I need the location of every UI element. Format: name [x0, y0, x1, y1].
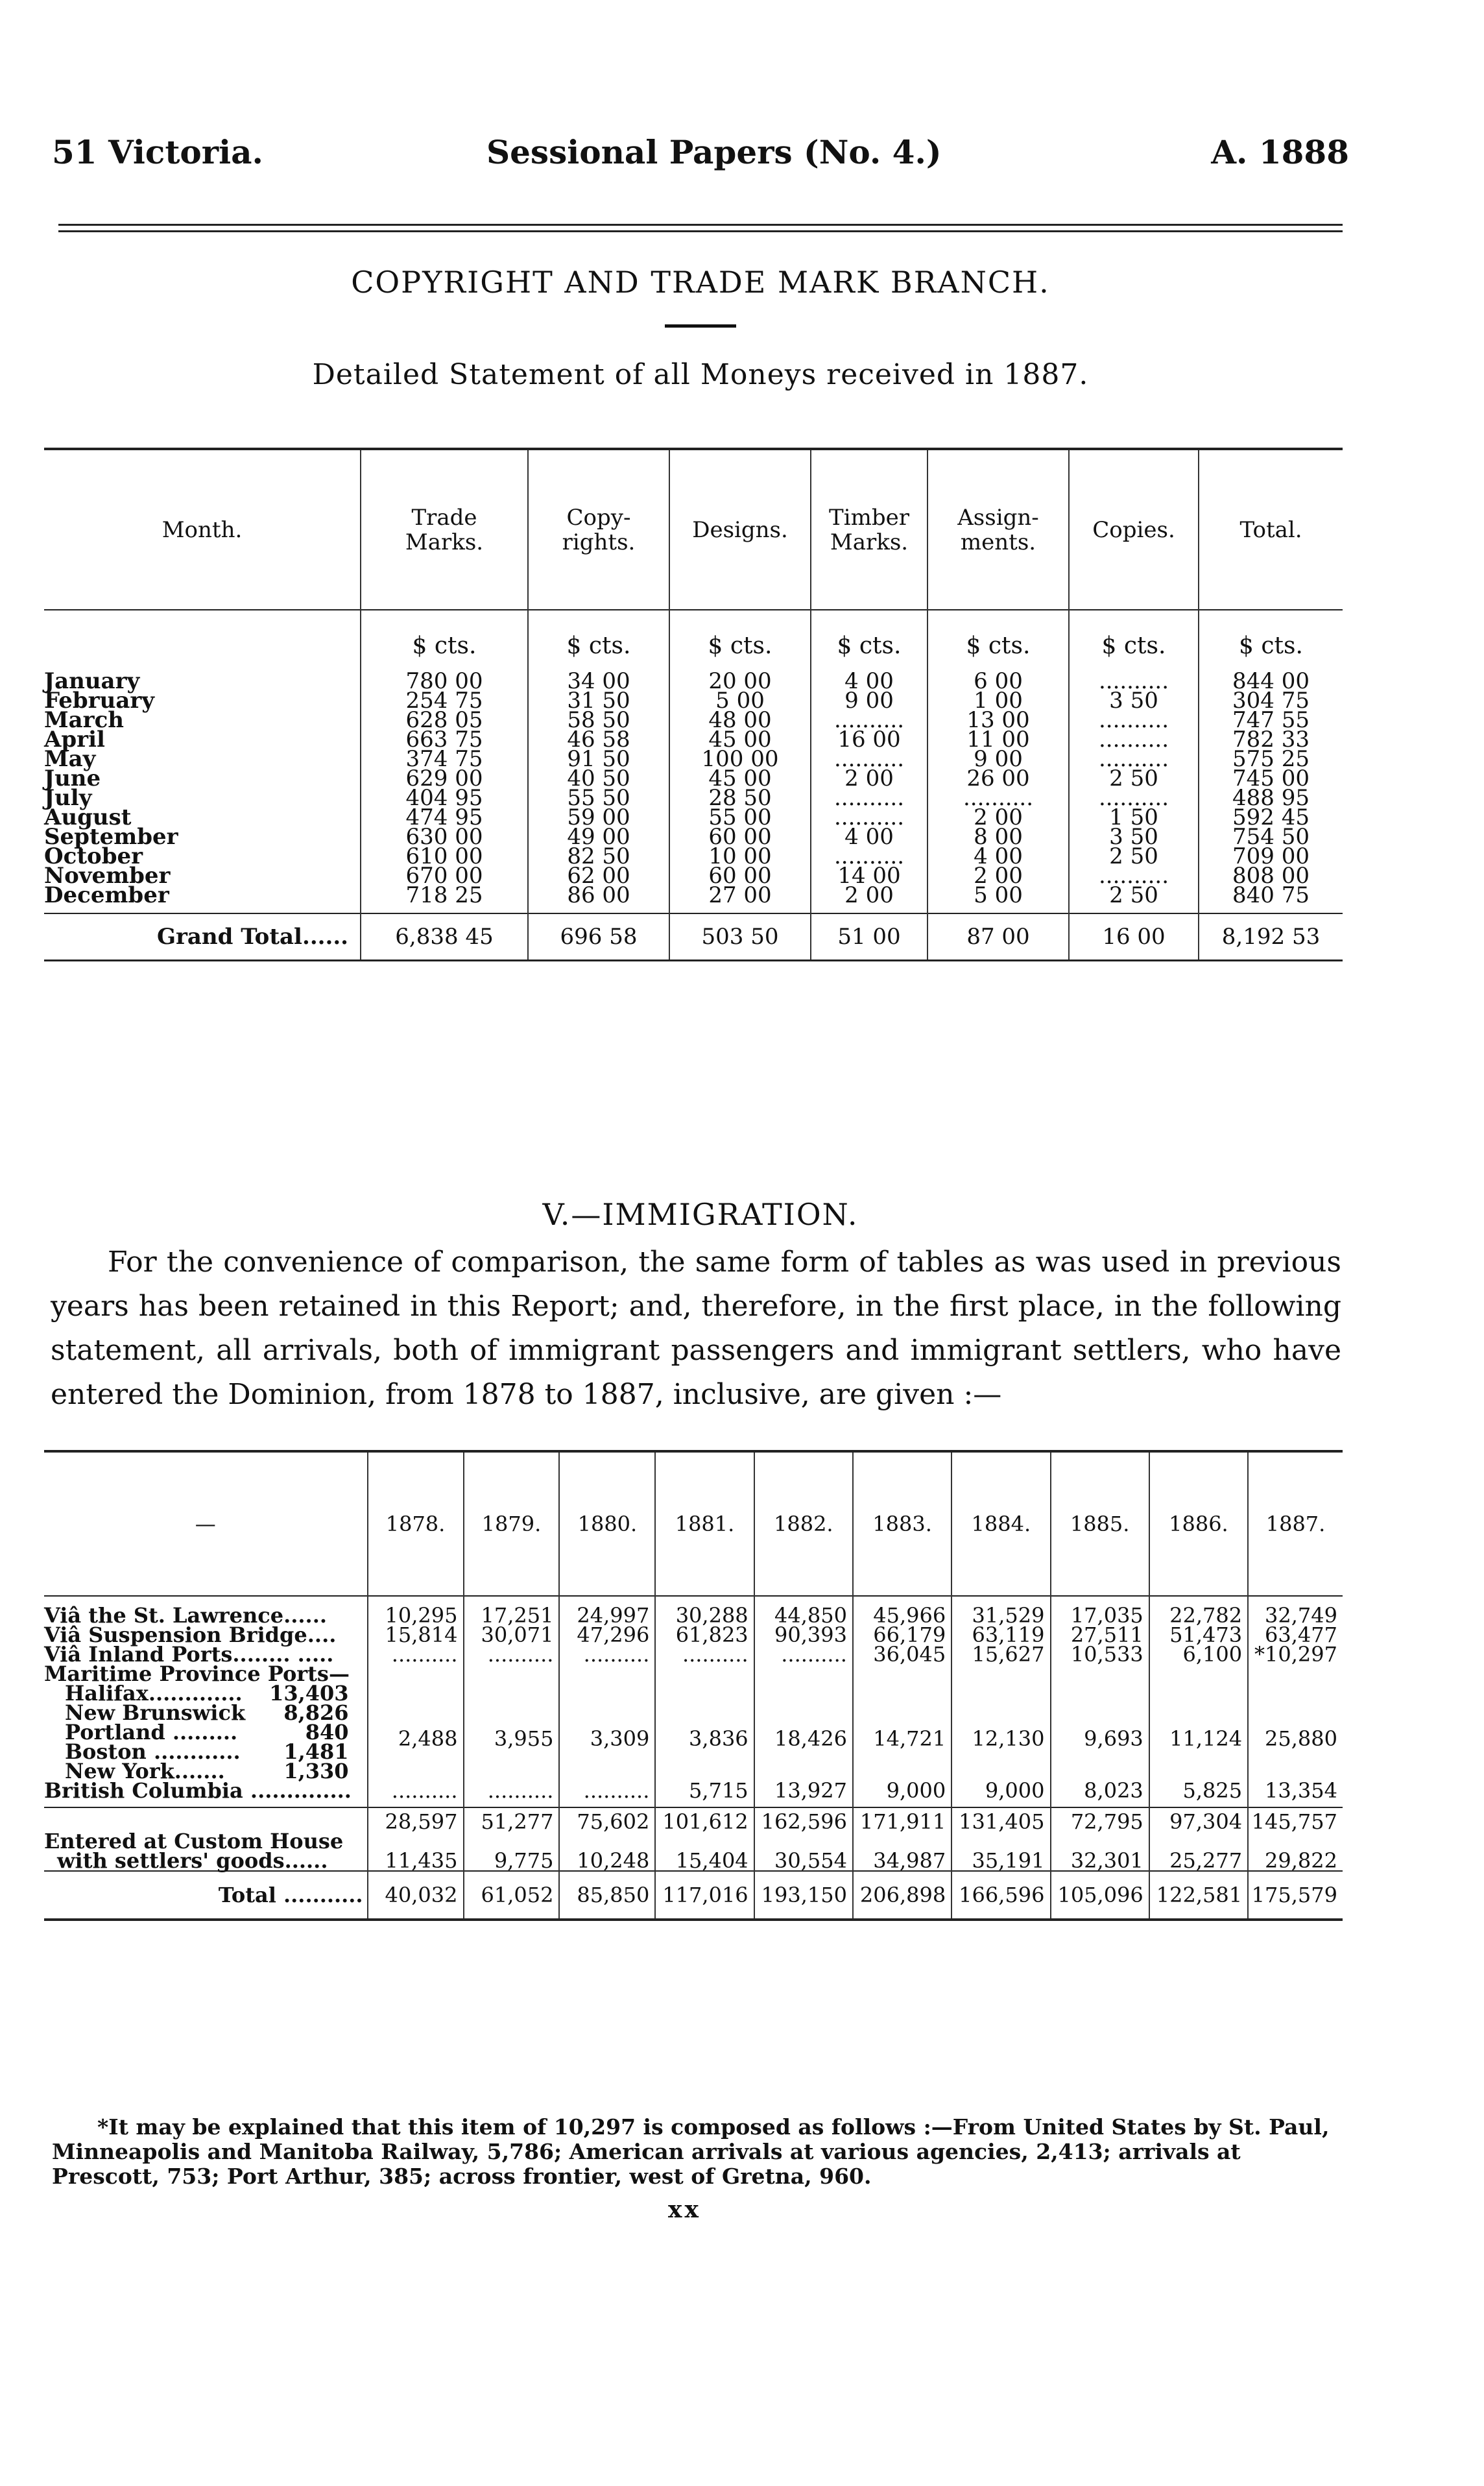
table-cell: .......... [464, 1781, 560, 1800]
table-cell: .......... [811, 788, 928, 808]
table-cell: 840 75 [1199, 886, 1343, 905]
table-cell: 86 00 [528, 886, 669, 905]
month-label: August [44, 804, 132, 830]
table-cell: 3,309 [559, 1664, 655, 1781]
unit-label: $ cts. [928, 621, 1069, 671]
month-label: May [44, 746, 96, 772]
table-cell: 193,150 [754, 1871, 853, 1920]
table-cell: 2 50 [1069, 847, 1199, 866]
table-cell: 13 00 [928, 710, 1069, 730]
table-cell: 63,119 [951, 1625, 1050, 1645]
table-cell: 101,612 [655, 1807, 754, 1831]
table-cell: 13,354 [1248, 1781, 1343, 1800]
col-assignments: Assign- ments. [928, 449, 1069, 610]
month-label: March [44, 707, 125, 733]
table-cell: 6,100 [1149, 1645, 1248, 1664]
running-header [52, 133, 1349, 191]
table-cell: 6 00 [928, 671, 1069, 691]
col-copies: Copies. [1069, 449, 1199, 610]
table-cell: 87 00 [928, 913, 1069, 961]
table-cell: 696 58 [528, 913, 669, 961]
page-number: xx [668, 2196, 701, 2223]
table-cell: 3 50 [1069, 691, 1199, 710]
col-month: Month. [162, 516, 243, 543]
month-label: July [44, 785, 92, 811]
table-cell: 72,795 [1051, 1807, 1149, 1831]
immigration-table [44, 1450, 1343, 1921]
table-cell: 8,023 [1051, 1781, 1149, 1800]
table-cell: 55 50 [528, 788, 669, 808]
unit-label: $ cts. [811, 621, 928, 671]
table-cell: 747 55 [1199, 710, 1343, 730]
table-cell: 27 00 [669, 886, 811, 905]
table-cell: 15,627 [951, 1645, 1050, 1664]
table-cell: 162,596 [754, 1807, 853, 1831]
total-row [44, 1871, 1343, 1920]
table-cell: .......... [811, 847, 928, 866]
table-cell: 51 00 [811, 913, 928, 961]
table-cell: 49 00 [528, 827, 669, 847]
table-cell: 610 00 [361, 847, 528, 866]
header-rule-top [58, 224, 1343, 226]
table-cell: 34 00 [528, 671, 669, 691]
year-header: 1884. [951, 1451, 1050, 1596]
table-cell: 844 00 [1199, 671, 1343, 691]
year-header: 1878. [368, 1451, 464, 1596]
table-cell: 97,304 [1149, 1807, 1248, 1831]
table-cell: 60 00 [669, 866, 811, 886]
table-cell: 51,277 [464, 1807, 560, 1831]
table-cell: 18,426 [754, 1664, 853, 1781]
table-cell: 745 00 [1199, 769, 1343, 788]
unit-label: $ cts. [528, 621, 669, 671]
table-cell: .......... [811, 710, 928, 730]
moneys-header-row [44, 449, 1343, 610]
table-cell: 2 50 [1069, 886, 1199, 905]
table-cell: 404 95 [361, 788, 528, 808]
header-year: A. 1888 [1211, 133, 1349, 171]
table-cell: 31 50 [528, 691, 669, 710]
table-cell: 6,838 45 [361, 913, 528, 961]
col-trade-marks: Trade Marks. [361, 449, 528, 610]
table-cell: .......... [1069, 749, 1199, 769]
table-cell: 11,124 [1149, 1664, 1248, 1781]
table-cell: .......... [368, 1781, 464, 1800]
section-title-copyright: COPYRIGHT AND TRADE MARK BRANCH. [351, 265, 1050, 300]
table-cell: 82 50 [528, 847, 669, 866]
table-cell: 4 00 [811, 671, 928, 691]
col-designs: Designs. [669, 449, 811, 610]
table-cell: 14 00 [811, 866, 928, 886]
table-cell: 30,071 [464, 1625, 560, 1645]
month-label: June [44, 766, 101, 791]
table-cell: 45,966 [853, 1606, 951, 1625]
table-cell: 28 50 [669, 788, 811, 808]
table-cell: 63,477 [1248, 1625, 1343, 1645]
paragraph-text: For the convenience of comparison, the same form of tables as was used in previous years has been retained in this Report; and, therefore, in the first place, in the following statement, all arrivals, both of immigrant passengers and immigrant settlers, who have entered the Dominion, from 1878 to 1887, inclusive, are given :— [51, 1246, 1341, 1411]
year-header: 1887. [1248, 1451, 1343, 1596]
table-cell: 808 00 [1199, 866, 1343, 886]
table-cell: .......... [1069, 710, 1199, 730]
table-cell: 32,301 [1051, 1831, 1149, 1871]
moneys-table [44, 448, 1343, 961]
row-label: Total ........... [44, 1871, 368, 1920]
table-cell: 15,404 [655, 1831, 754, 1871]
table-cell: 58 50 [528, 710, 669, 730]
col-total: Total. [1199, 449, 1343, 610]
month-label: February [44, 688, 155, 714]
table-cell: 30,554 [754, 1831, 853, 1871]
table-cell: .......... [559, 1781, 655, 1800]
table-cell: 17,251 [464, 1606, 560, 1625]
table-cell: .......... [1069, 788, 1199, 808]
row-label: Maritime Province Ports— Halifax............. 13,403 New Brunswick 8,826 Portland ......... 840 Boston ............ 1,481 New York....... 1,330 [44, 1661, 350, 1783]
table-cell: 2,488 [368, 1664, 464, 1781]
table-cell: 254 75 [361, 691, 528, 710]
table-cell: 122,581 [1149, 1871, 1248, 1920]
table-cell: 51,473 [1149, 1625, 1248, 1645]
table-cell: 13,927 [754, 1781, 853, 1800]
table-cell: 630 00 [361, 827, 528, 847]
subtotal-row [44, 1807, 1343, 1831]
table-cell: 85,850 [559, 1871, 655, 1920]
table-cell: .......... [1069, 671, 1199, 691]
table-cell: 3,955 [464, 1664, 560, 1781]
table-cell: 15,814 [368, 1625, 464, 1645]
row-label [44, 1807, 368, 1831]
table-cell: 629 00 [361, 769, 528, 788]
table-cell: 55 00 [669, 808, 811, 827]
year-header: 1886. [1149, 1451, 1248, 1596]
col-timber-marks: Timber Marks. [811, 449, 928, 610]
years-header-row [44, 1451, 1343, 1596]
table-cell: 105,096 [1051, 1871, 1149, 1920]
unit-label: $ cts. [669, 621, 811, 671]
table-cell: 488 95 [1199, 788, 1343, 808]
table-cell: 9,000 [853, 1781, 951, 1800]
grand-total-label: Grand Total...... [44, 913, 361, 961]
year-header: 1885. [1051, 1451, 1149, 1596]
table-cell: .......... [368, 1645, 464, 1664]
table-cell: 27,511 [1051, 1625, 1149, 1645]
unit-label: $ cts. [361, 621, 528, 671]
row-label: Viâ the St. Lawrence...... [44, 1603, 327, 1628]
section-subtitle: Detailed Statement of all Moneys received in 1887. [312, 358, 1089, 391]
table-cell: 374 75 [361, 749, 528, 769]
table-cell: 36,045 [853, 1645, 951, 1664]
table-cell: 28,597 [368, 1807, 464, 1831]
grand-total-row [44, 913, 1343, 961]
table-cell: 16 00 [1069, 913, 1199, 961]
table-cell: 11 00 [928, 730, 1069, 749]
table-cell: 100 00 [669, 749, 811, 769]
year-header: 1883. [853, 1451, 951, 1596]
table-cell: 503 50 [669, 913, 811, 961]
table-cell: 5,715 [655, 1781, 754, 1800]
table-cell: 66,179 [853, 1625, 951, 1645]
table-cell: 30,288 [655, 1606, 754, 1625]
table-cell: 44,850 [754, 1606, 853, 1625]
table-cell: 2 00 [811, 769, 928, 788]
year-header: 1882. [754, 1451, 853, 1596]
row-label: Entered at Custom House with settlers' goods...... [44, 1829, 344, 1873]
table-cell: 16 00 [811, 730, 928, 749]
table-cell: 31,529 [951, 1606, 1050, 1625]
table-cell: .......... [811, 808, 928, 827]
table-cell: 61,052 [464, 1871, 560, 1920]
table-cell: 91 50 [528, 749, 669, 769]
table-cell: 11,435 [368, 1831, 464, 1871]
table-cell: 17,035 [1051, 1606, 1149, 1625]
table-cell: 40 50 [528, 769, 669, 788]
month-label: October [44, 843, 143, 869]
table-cell: 35,191 [951, 1831, 1050, 1871]
year-header: 1879. [464, 1451, 560, 1596]
table-cell: 171,911 [853, 1807, 951, 1831]
year-header: 1880. [559, 1451, 655, 1596]
table-cell: 62 00 [528, 866, 669, 886]
month-label: September [44, 824, 178, 850]
table-cell: .......... [464, 1645, 560, 1664]
table-cell: 709 00 [1199, 847, 1343, 866]
table-cell: 754 50 [1199, 827, 1343, 847]
table-cell: 14,721 [853, 1664, 951, 1781]
month-label: December [44, 882, 169, 908]
table-cell: 670 00 [361, 866, 528, 886]
table-cell: 40,032 [368, 1871, 464, 1920]
table-cell: 10,248 [559, 1831, 655, 1871]
table-cell: .......... [754, 1645, 853, 1664]
col-copyrights: Copy- rights. [528, 449, 669, 610]
table-cell: *10,297 [1248, 1645, 1343, 1664]
table-cell: 22,782 [1149, 1606, 1248, 1625]
table-cell: 45 00 [669, 769, 811, 788]
table-cell: 304 75 [1199, 691, 1343, 710]
table-cell: 48 00 [669, 710, 811, 730]
table-cell: 2 00 [928, 808, 1069, 827]
footnote [52, 2115, 1343, 2189]
table-cell: 29,822 [1248, 1831, 1343, 1871]
table-cell: 3,836 [655, 1664, 754, 1781]
header-rule-bottom [58, 230, 1343, 232]
table-cell: 592 45 [1199, 808, 1343, 827]
title-divider [665, 324, 736, 328]
table-cell: 47,296 [559, 1625, 655, 1645]
table-cell: 90,393 [754, 1625, 853, 1645]
table-cell: 24,997 [559, 1606, 655, 1625]
table-cell: 61,823 [655, 1625, 754, 1645]
table-cell: 25,277 [1149, 1831, 1248, 1871]
table-cell: 9 00 [811, 691, 928, 710]
table-cell: .......... [655, 1645, 754, 1664]
unit-label: $ cts. [1069, 621, 1199, 671]
table-cell: 12,130 [951, 1664, 1050, 1781]
table-cell: 32,749 [1248, 1606, 1343, 1625]
header-papers: Sessional Papers (No. 4.) [486, 133, 942, 171]
corner-dash: — [44, 1451, 368, 1596]
customs-row [44, 1831, 1343, 1871]
month-label: April [44, 727, 105, 753]
table-cell: 9,000 [951, 1781, 1050, 1800]
table-cell: 4 00 [811, 827, 928, 847]
table-cell: 45 00 [669, 730, 811, 749]
table-cell: 46 58 [528, 730, 669, 749]
table-cell: 2 50 [1069, 769, 1199, 788]
header-session: 51 Victoria. [52, 133, 263, 171]
table-cell: 1 00 [928, 691, 1069, 710]
table-cell: 4 00 [928, 847, 1069, 866]
table-cell: 131,405 [951, 1807, 1050, 1831]
table-cell: 718 25 [361, 886, 528, 905]
units-row [44, 621, 1343, 671]
year-header: 1881. [655, 1451, 754, 1596]
table-cell: 5 00 [669, 691, 811, 710]
table-cell: 663 75 [361, 730, 528, 749]
immigration-paragraph [51, 1240, 1341, 1417]
table-cell: 628 05 [361, 710, 528, 730]
table-cell: 9 00 [928, 749, 1069, 769]
table-cell: .......... [1069, 866, 1199, 886]
table-cell: 25,880 [1248, 1664, 1343, 1781]
maritime-row [44, 1664, 1343, 1781]
row-label: Viâ Suspension Bridge.... [44, 1623, 337, 1647]
table-cell: 5,825 [1149, 1781, 1248, 1800]
unit-label: $ cts. [1199, 621, 1343, 671]
month-label: November [44, 863, 171, 889]
table-cell: .......... [1069, 730, 1199, 749]
table-cell: .......... [928, 788, 1069, 808]
table-cell: .......... [559, 1645, 655, 1664]
table-cell: 20 00 [669, 671, 811, 691]
table-cell: 8,192 53 [1199, 913, 1343, 961]
table-cell: 206,898 [853, 1871, 951, 1920]
table-cell: 1 50 [1069, 808, 1199, 827]
table-cell: 9,775 [464, 1831, 560, 1871]
table-cell: 34,987 [853, 1831, 951, 1871]
table-cell: 5 00 [928, 886, 1069, 905]
section-title-immigration: V.—IMMIGRATION. [542, 1197, 859, 1232]
table-cell: 3 50 [1069, 827, 1199, 847]
table-cell: 26 00 [928, 769, 1069, 788]
table-cell: 10 00 [669, 847, 811, 866]
table-cell: 166,596 [951, 1871, 1050, 1920]
table-cell: 10,295 [368, 1606, 464, 1625]
table-cell: 9,693 [1051, 1664, 1149, 1781]
table-cell: 780 00 [361, 671, 528, 691]
table-cell: 60 00 [669, 827, 811, 847]
table-cell: .......... [811, 749, 928, 769]
month-label: January [44, 668, 140, 694]
table-cell: 59 00 [528, 808, 669, 827]
table-cell: 2 00 [928, 866, 1069, 886]
footnote-text: *It may be explained that this item of 10,297 is composed as follows :—From United States by St. Paul, Minneapolis and Manitoba Railway, 5,786; American arrivals at various agencies, 2,413; arrivals at Prescott, 753; Port Arthur, 385; across frontier, west of Gretna, 960. [52, 2114, 1330, 2189]
table-cell: 474 95 [361, 808, 528, 827]
british-columbia-row [44, 1781, 1343, 1800]
table-cell: 2 00 [811, 886, 928, 905]
row-label: Viâ Inland Ports........ ..... [44, 1642, 334, 1667]
table-cell: 75,602 [559, 1807, 655, 1831]
table-cell: 117,016 [655, 1871, 754, 1920]
table-cell: 10,533 [1051, 1645, 1149, 1664]
table-cell: 782 33 [1199, 730, 1343, 749]
table-cell: 175,579 [1248, 1871, 1343, 1920]
table-cell: 8 00 [928, 827, 1069, 847]
row-label: British Columbia .............. [44, 1778, 352, 1803]
table-row [44, 886, 1343, 905]
table-cell: 575 25 [1199, 749, 1343, 769]
table-cell: 145,757 [1248, 1807, 1343, 1831]
